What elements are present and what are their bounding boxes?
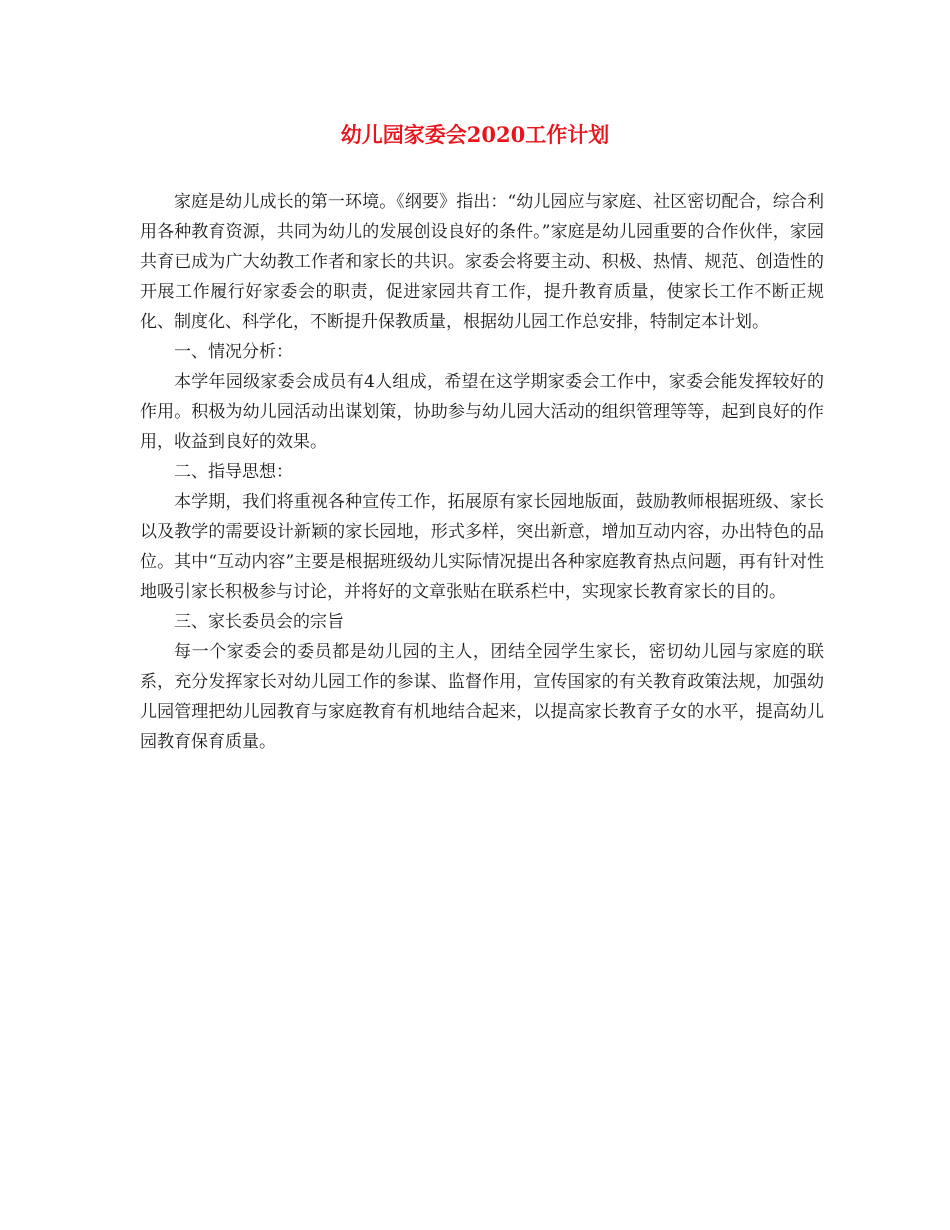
paragraph-situation: 本学年园级家委会成员有4人组成，希望在这学期家委会工作中，家委会能发挥较好的作用。积极为幼儿园活动出谋划策，协助参与幼儿园大活动的组织管理等等，起到良好的作用，收益到良好的效果。 [140,372,824,452]
section-heading-situation: 一、情况分析： [174,342,293,362]
paragraph-purpose: 每一个家委会的委员都是幼儿园的主人，团结全园学生家长，密切幼儿园与家庭的联系，充分发挥家长对幼儿园工作的参谋、监督作用，宣传国家的有关教育政策法规，加强幼儿园管理把幼儿园教育与家庭教育有机地结合起来，以提高家长教育子女的水平，提高幼儿园教育保育质量。 [140,642,824,752]
paragraph-guidance: 本学期，我们将重视各种宣传工作，拓展原有家长园地版面，鼓励教师根据班级、家长以及教学的需要设计新颖的家长园地，形式多样，突出新意，增加互动内容，办出特色的品位。其中“互动内容”主要是根据班级幼儿实际情况提出各种家庭教育热点问题，再有针对性地吸引家长积极参与讨论，并将好的文章张贴在联系栏中，实现家长教育家长的目的。 [140,492,824,602]
section-heading-purpose: 三、家长委员会的宗旨 [174,612,344,632]
document-body [140,187,824,757]
document-title: 幼儿园家委会2020工作计划 [340,122,610,147]
paragraph-intro: 家庭是幼儿成长的第一环境。《纲要》指出：“幼儿园应与家庭、社区密切配合，综合利用各种教育资源，共同为幼儿的发展创设良好的条件。”家庭是幼儿园重要的合作伙伴，家园共育已成为广大幼教工作者和家长的共识。家委会将要主动、积极、热情、规范、创造性的开展工作履行好家委会的职责，促进家园共育工作，提升教育质量，使家长工作不断正规化、制度化、科学化，不断提升保教质量，根据幼儿园工作总安排，特制定本计划。 [140,192,824,332]
section-heading-guidance: 二、指导思想： [174,462,293,482]
